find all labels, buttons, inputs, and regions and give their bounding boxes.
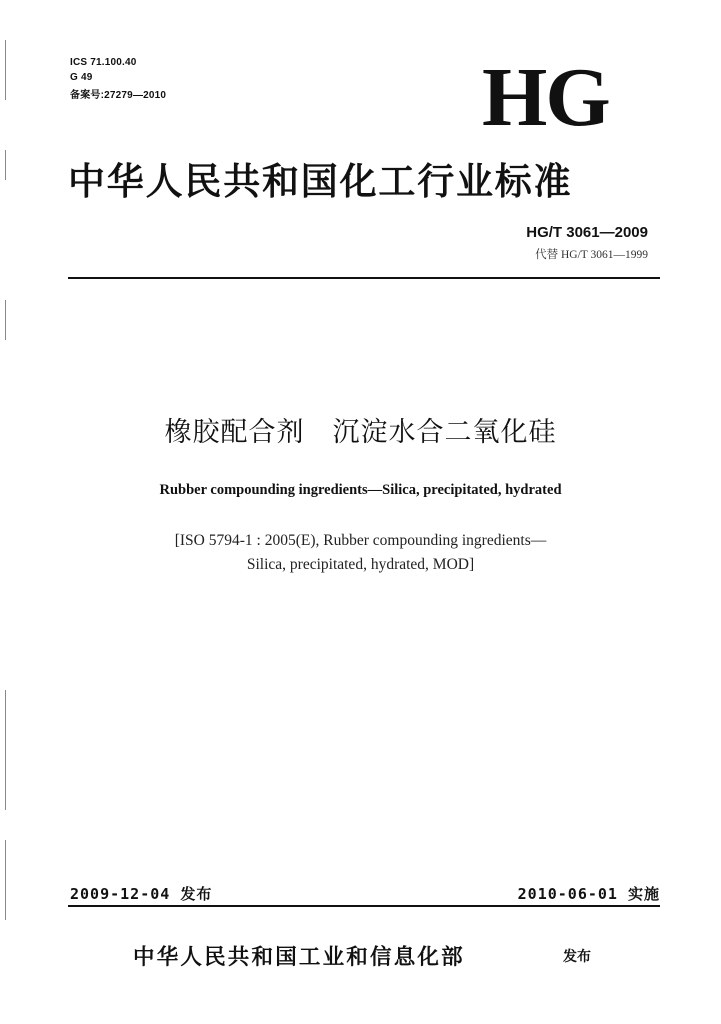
publisher-name: 中华人民共和国工业和信息化部 (133, 945, 465, 970)
iso-reference-line2: Silica, precipitated, hydrated, MOD] (246, 556, 475, 573)
scan-mark (5, 690, 6, 810)
ccs-code: G 49 (70, 72, 93, 83)
issue-date: 2009-12-04 发布 (70, 885, 213, 903)
scan-mark (5, 40, 6, 100)
publish-label: 发布 (563, 949, 591, 965)
filing-number: 备案号:27279—2010 (70, 90, 167, 101)
footer-divider (68, 905, 660, 907)
standard-category-title: 中华人民共和国化工行业标准 (68, 159, 573, 203)
ics-code: ICS 71.100.40 (70, 57, 137, 68)
scan-mark (5, 150, 6, 180)
header-divider (68, 277, 660, 279)
implementation-date: 2010-06-01 实施 (517, 885, 660, 903)
replaces-standard: 代替 HG/T 3061—1999 (535, 249, 648, 261)
iso-reference-line1: [ISO 5794-1 : 2005(E), Rubber compounding ingredients— (174, 532, 547, 549)
standard-code: HG/T 3061—2009 (526, 224, 648, 241)
document-title-cn: 橡胶配合剂 沉淀水合二氧化硅 (164, 417, 557, 448)
document-title-en: Rubber compounding ingredients—Silica, precipitated, hydrated (159, 482, 562, 498)
scan-mark (5, 840, 6, 920)
hg-logo: HG (482, 51, 609, 144)
scan-mark (5, 300, 6, 340)
